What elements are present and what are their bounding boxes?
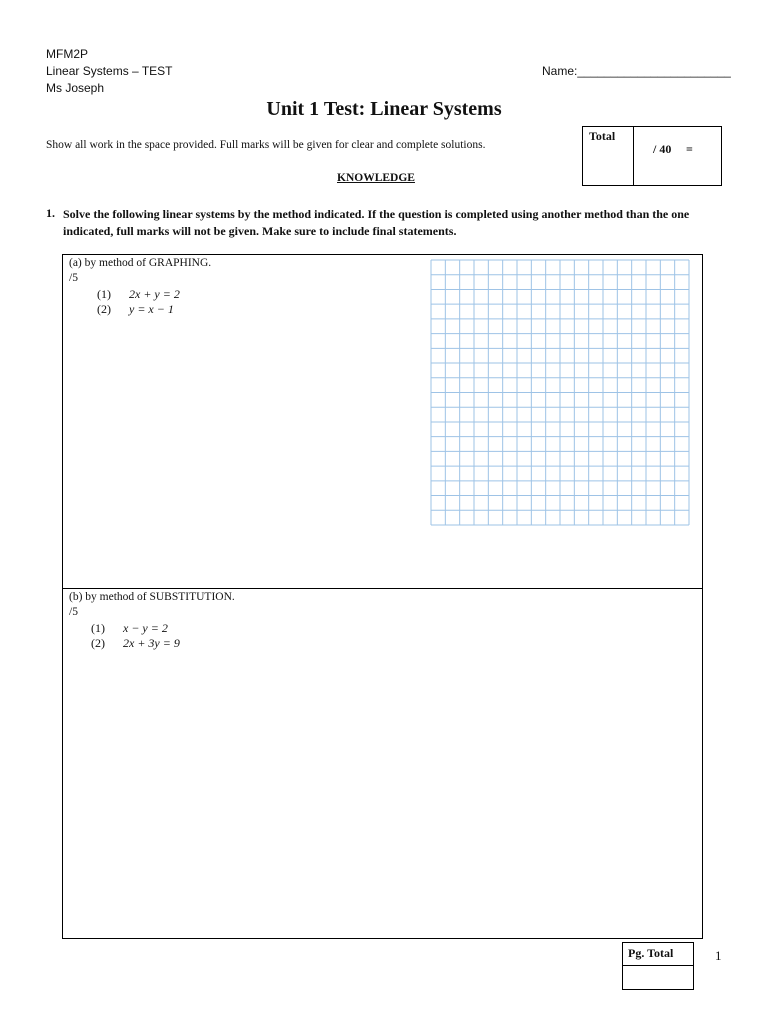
part-a-eq2: y = x − 1	[129, 302, 174, 316]
total-value: / 40	[653, 142, 672, 156]
part-b-eq2-number: (2)	[91, 636, 105, 650]
grid-lines	[431, 260, 689, 525]
section-heading: KNOWLEDGE	[337, 172, 415, 184]
part-a-eq1: 2x + y = 2	[129, 287, 180, 301]
name-field[interactable]: Name:_______________________	[542, 64, 731, 78]
unit-name: Linear Systems – TEST	[46, 64, 173, 78]
part-a-label: (a) by method of GRAPHING.	[69, 257, 212, 269]
page-title: Unit 1 Test: Linear Systems	[266, 98, 502, 120]
page-total-box[interactable]	[622, 942, 694, 990]
part-a-eq2-number: (2)	[97, 302, 111, 316]
question-number: 1.	[46, 206, 55, 220]
part-b-eq1: x − y = 2	[123, 621, 168, 635]
total-label: Total	[589, 129, 616, 143]
question-text: Solve the following linear systems by the method indicated. If the question is completed using another method than the one indicated, full marks will not be given. Make sure to include final statements.	[63, 207, 690, 238]
graph-grid[interactable]	[430, 259, 690, 526]
part-b-answer-box[interactable]	[62, 588, 703, 939]
part-b-eq2: 2x + 3y = 9	[123, 636, 180, 650]
course-code: MFM2P	[46, 47, 88, 61]
total-score-box	[582, 126, 722, 186]
instructions: Show all work in the space provided. Full marks will be given for clear and complete solutions.	[46, 139, 486, 151]
part-a-eq1-number: (1)	[97, 287, 111, 301]
teacher-name: Ms Joseph	[46, 81, 105, 95]
part-a-answer-box[interactable]	[62, 254, 703, 589]
part-a-marks: /5	[69, 272, 78, 284]
page-number: 1	[715, 948, 722, 963]
part-b-eq1-number: (1)	[91, 621, 105, 635]
page-total-label: Pg. Total	[628, 946, 674, 960]
part-b-label: (b) by method of SUBSTITUTION.	[69, 591, 235, 603]
total-equals: =	[686, 142, 693, 156]
part-b-marks: /5	[69, 606, 78, 618]
